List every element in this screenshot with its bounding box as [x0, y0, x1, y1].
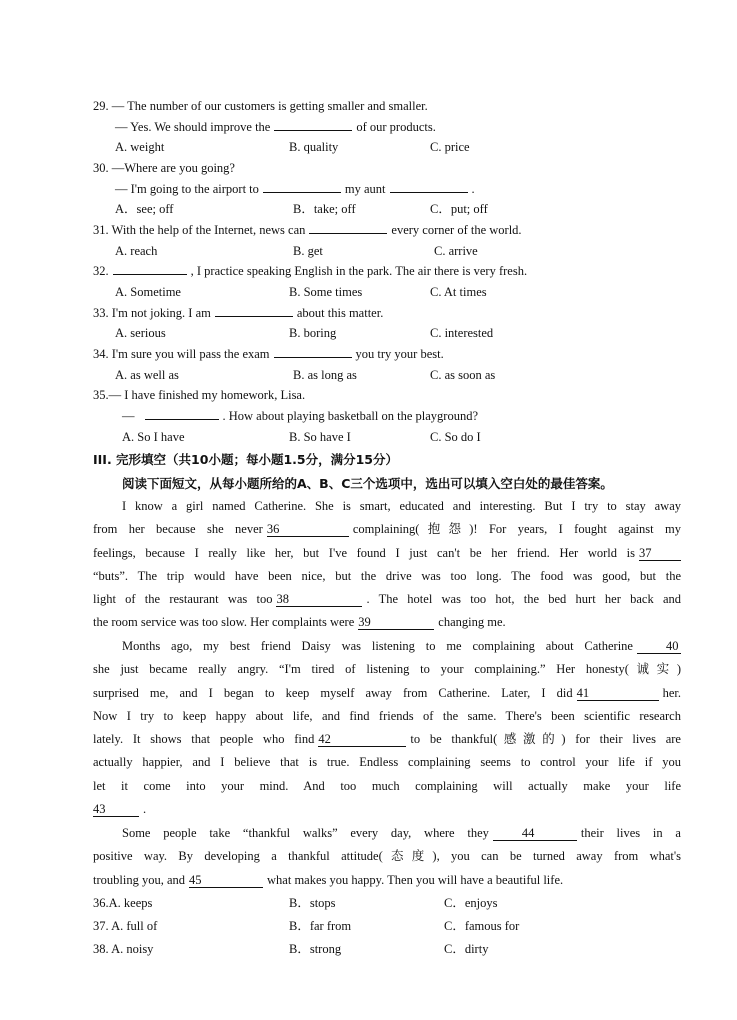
q38-option-b[interactable]: B．strong [289, 942, 342, 956]
question-29-stem: 29. — The number of our customers is getting smaller and smaller. [93, 99, 428, 113]
q34-option-b[interactable]: B. as long as [293, 368, 357, 382]
question-30-stem: 30. —Where are you going? [93, 161, 235, 175]
cloze-blank-43[interactable]: 43 [93, 802, 139, 817]
question-35-answer-line: — . How about playing basketball on the playground? [122, 409, 478, 423]
question-31-stem: 31. With the help of the Internet, news can every corner of the world. [93, 223, 522, 237]
q32-option-c[interactable]: C. At times [430, 285, 487, 299]
cloze-blank-38[interactable]: 38 [276, 592, 362, 607]
answer-blank[interactable] [274, 119, 352, 131]
answer-blank[interactable] [274, 346, 352, 358]
cloze-blank-40[interactable]: 40 [637, 639, 681, 654]
passage-paragraph-1: I know a girl named Catherine. She is smart, educated and interesting. But I try to stay away from her because she never 36 complaining(抱怨)! For years, I fought against my feelings, because I really like her, but I've found I just can't be her friend. Her world is 37 “buts”. The trip would have been nice, but the drive was too long. The food was good, but the light of the restaurant was too 38 . The hotel was too hot, the bed hurt her back and the room service was too slow. Her complaints were 39 changing me. [93, 499, 681, 630]
q30-option-a[interactable]: A．see; off [115, 202, 174, 216]
q33-option-c[interactable]: C. interested [430, 326, 494, 340]
passage-paragraph-3: Some people take “thankful walks” every day, where they 44 their lives in a positive way. By developing a thankful attitude(态度), you can be turned away from what's troubling you, and 45 what makes you happy. Then you will have a beautiful life. [93, 826, 681, 887]
q35-option-c[interactable]: C. So do I [430, 430, 481, 444]
cloze-blank-41[interactable]: 41 [577, 686, 659, 701]
q34-option-c[interactable]: C. as soon as [430, 368, 496, 382]
cloze-blank-44[interactable]: 44 [493, 826, 577, 841]
q37-option-b[interactable]: B．far from [289, 919, 352, 933]
question-33-stem: 33. I'm not joking. I am about this matter. [93, 306, 384, 320]
q31-option-a[interactable]: A. reach [115, 244, 158, 258]
question-32-stem: 32. , I practice speaking English in the park. The air there is very fresh. [93, 264, 528, 278]
q38-option-a[interactable]: 38. A. noisy [93, 942, 154, 956]
section-heading: III. 完形填空（共10小题；每小题1.5分，满分15分） [93, 452, 398, 467]
q36-option-a[interactable]: 36.A. keeps [93, 896, 153, 910]
passage-paragraph-2: Months ago, my best friend Daisy was listening to me complaining about Catherine 40 she just became really angry. “I'm tired of listening to your complaining.” Her honesty(诚实) surprised me, and I began to keep myself away from Catherine. Later, I did 41 her. Now I try to keep happy about life, and find friends of the same. There's been scientific research lately. It shows that people who find 42 to be thankful(感激的) for their lives are actually happier, and I believe that is true. Endless complaining seems to control your life if you let it come into your mind. And too much complaining will actually make your life 43 . [93, 639, 681, 817]
q29-option-b[interactable]: B. quality [289, 140, 339, 154]
q29-option-c[interactable]: C. price [430, 140, 470, 154]
q30-option-b[interactable]: B．take; off [293, 202, 356, 216]
question-35-stem: 35.— I have finished my homework, Lisa. [93, 388, 306, 402]
cloze-blank-42[interactable]: 42 [318, 732, 406, 747]
cloze-blank-45[interactable]: 45 [189, 873, 263, 888]
q37-option-c[interactable]: C．famous for [444, 919, 520, 933]
answer-blank[interactable] [145, 408, 219, 420]
q33-option-b[interactable]: B. boring [289, 326, 337, 340]
q31-option-b[interactable]: B. get [293, 244, 323, 258]
question-34-stem: 34. I'm sure you will pass the exam you try your best. [93, 347, 444, 361]
cloze-blank-39[interactable]: 39 [358, 615, 434, 630]
answer-blank[interactable] [113, 263, 187, 275]
q34-option-a[interactable]: A. as well as [115, 368, 179, 382]
answer-blank[interactable] [390, 181, 468, 193]
q29-option-a[interactable]: A. weight [115, 140, 165, 154]
question-30-answer-line: — I'm going to the airport to my aunt . [115, 182, 475, 196]
q36-option-b[interactable]: B．stops [289, 896, 336, 910]
q36-option-c[interactable]: C．enjoys [444, 896, 498, 910]
q35-option-a[interactable]: A. So I have [122, 430, 185, 444]
q38-option-c[interactable]: C．dirty [444, 942, 489, 956]
q30-option-c[interactable]: C．put; off [430, 202, 488, 216]
q32-option-a[interactable]: A. Sometime [115, 285, 181, 299]
answer-blank[interactable] [263, 181, 341, 193]
q35-option-b[interactable]: B. So have I [289, 430, 351, 444]
answer-blank[interactable] [215, 305, 293, 317]
answer-blank[interactable] [309, 222, 387, 234]
cloze-blank-36[interactable]: 36 [267, 522, 349, 537]
q32-option-b[interactable]: B. Some times [289, 285, 363, 299]
cloze-blank-37[interactable]: 37 [639, 546, 681, 561]
q37-option-a[interactable]: 37. A. full of [93, 919, 158, 933]
section-instruction: 阅读下面短文，从每小题所给的A、B、C三个选项中，选出可以填入空白处的最佳答案。 [122, 476, 613, 491]
q33-option-a[interactable]: A. serious [115, 326, 166, 340]
question-29-answer-line: — Yes. We should improve the of our products. [115, 120, 436, 134]
q31-option-c[interactable]: C. arrive [434, 244, 478, 258]
